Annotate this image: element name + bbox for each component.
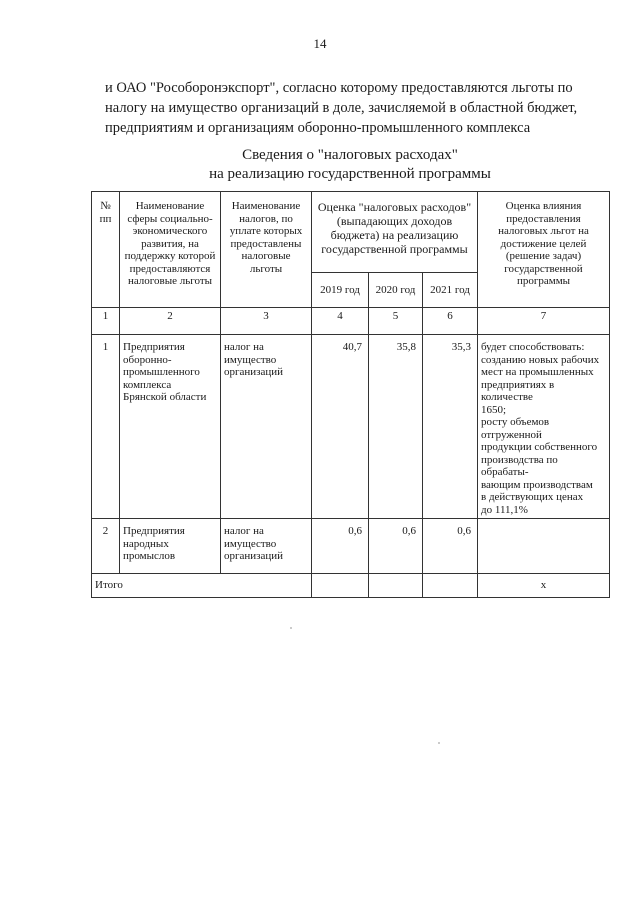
intro-line: налогу на имущество организаций в доле, зачисляемой в областной бюджет, <box>105 100 578 116</box>
row-num: 1 <box>92 335 120 519</box>
row-tax: налог на имущество организаций <box>221 335 312 519</box>
total-label: Итого <box>92 574 312 598</box>
row-value-2019: 0,6 <box>312 519 369 574</box>
row-impact <box>478 519 610 574</box>
column-number: 6 <box>423 308 478 335</box>
heading-line: Сведения о "налоговых расходах" <box>242 147 458 163</box>
scan-speck <box>438 742 440 744</box>
header-estimate: Оценка "налоговых расходов" (выпадающих доходов бюджета) на реализацию государственной программы <box>312 192 478 273</box>
column-number: 3 <box>221 308 312 335</box>
total-row <box>92 574 610 598</box>
header-sphere: Наименование сферы социально-экономического развития, на поддержку которой предоставляются налоговые льготы <box>120 192 221 308</box>
row-impact: будет способствовать: созданию новых рабочих мест на промышленных предприятиях в количестве 1650; росту объемов отгруженной продукции собственного производства по обрабаты- вающим производствам в действующих ценах до 111,1% <box>478 335 610 519</box>
header-taxes: Наименование налогов, по уплате которых предоставлены налоговые льготы <box>221 192 312 308</box>
header-year-2020: 2020 год <box>369 273 423 308</box>
column-number: 1 <box>92 308 120 335</box>
total-value-2020 <box>369 574 423 598</box>
section-heading <box>90 146 610 184</box>
scan-speck <box>290 627 292 629</box>
page-number: 14 <box>313 36 327 51</box>
table-row <box>92 335 610 519</box>
table-header-row <box>92 192 610 273</box>
row-value-2021: 0,6 <box>423 519 478 574</box>
column-number: 5 <box>369 308 423 335</box>
tax-expenditure-table <box>91 191 610 598</box>
intro-paragraph <box>105 78 610 138</box>
total-value-2021 <box>423 574 478 598</box>
header-num: № пп <box>92 192 120 308</box>
row-value-2020: 0,6 <box>369 519 423 574</box>
total-value-2019 <box>312 574 369 598</box>
row-value-2021: 35,3 <box>423 335 478 519</box>
row-sphere: Предприятия оборонно- промышленного комплекса Брянской области <box>120 335 221 519</box>
row-value-2020: 35,8 <box>369 335 423 519</box>
row-sphere: Предприятия народных промыслов <box>120 519 221 574</box>
intro-line: предприятиям и организациям оборонно-промышленного комплекса <box>105 120 531 136</box>
header-impact: Оценка влияния предоставления налоговых льгот на достижение целей (решение задач) государственной программы <box>478 192 610 308</box>
column-number: 7 <box>478 308 610 335</box>
intro-line: и ОАО "Рособоронэкспорт", согласно которому предоставляются льготы по <box>105 80 573 96</box>
total-impact: х <box>478 574 610 598</box>
column-number-row <box>92 308 610 335</box>
column-number: 4 <box>312 308 369 335</box>
header-year-2019: 2019 год <box>312 273 369 308</box>
column-number: 2 <box>120 308 221 335</box>
row-value-2019: 40,7 <box>312 335 369 519</box>
header-year-2021: 2021 год <box>423 273 478 308</box>
row-num: 2 <box>92 519 120 574</box>
table-row <box>92 519 610 574</box>
row-tax: налог на имущество организаций <box>221 519 312 574</box>
heading-line: на реализацию государственной программы <box>209 166 491 182</box>
